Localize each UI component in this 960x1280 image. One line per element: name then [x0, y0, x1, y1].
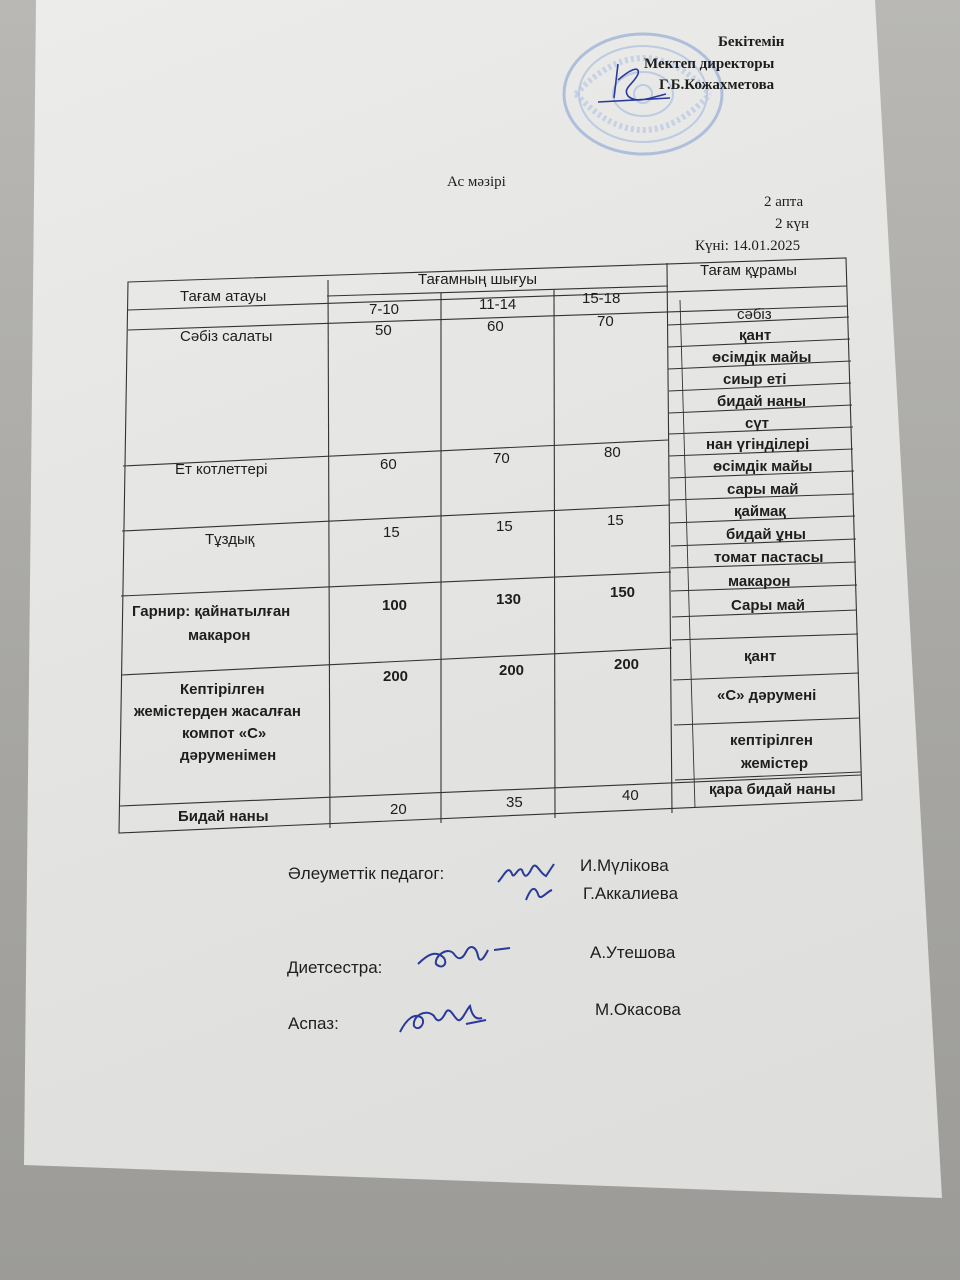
dish-name: Ет котлеттері [175, 461, 268, 478]
ingredient: томат пастасы [714, 549, 824, 566]
dish-yield-11-14: 35 [506, 794, 523, 811]
social-pedagogue-name1: И.Мүлікова [580, 856, 669, 875]
dish-yield-11-14: 60 [487, 318, 504, 335]
dish-name-line2: жемістерден жасалған [134, 703, 301, 720]
dish-yield-15-18: 15 [607, 512, 624, 529]
dish-name-line2: макарон [188, 627, 251, 644]
header-age-15-18: 15-18 [582, 290, 621, 307]
dish-name-line1: Гарнир: қайнатылған [132, 603, 291, 620]
dish-yield-7-10: 200 [383, 668, 409, 685]
dish-yield-7-10: 20 [390, 801, 407, 818]
ingredient: Сары май [731, 597, 805, 614]
dish-yield-15-18: 40 [622, 787, 639, 804]
dish-name-line4: дәруменімен [180, 747, 277, 764]
ingredient: сары май [727, 481, 799, 498]
ingredient: қант [744, 648, 777, 665]
approval-line3: Г.Б.Кожахметова [659, 77, 775, 93]
dish-yield-11-14: 70 [493, 450, 510, 467]
dietitian-name: А.Утешова [590, 943, 676, 962]
ingredient: макарон [728, 573, 791, 590]
cook-name: М.Окасова [595, 1000, 681, 1019]
cook-label: Аспаз: [288, 1014, 339, 1033]
ingredient: бидай ұны [726, 526, 806, 543]
dish-yield-11-14: 130 [496, 591, 522, 608]
cook-signature [396, 990, 492, 1042]
dietitian-label: Диетсестра: [287, 958, 383, 977]
dish-yield-11-14: 15 [496, 518, 513, 535]
ingredient: қара бидай наны [709, 781, 836, 798]
ingredient: бидай наны [717, 393, 807, 410]
ingredient: кептірілген [730, 732, 813, 749]
dish-yield-11-14: 200 [499, 662, 525, 679]
header-dish-name: Тағам атауы [180, 288, 267, 305]
dietitian-signature [414, 930, 514, 976]
dish-name-line3: компот «С» [182, 725, 267, 742]
dish-yield-15-18: 200 [614, 656, 640, 673]
dish-name: Сәбіз салаты [180, 328, 273, 345]
ingredient: жемістер [741, 755, 809, 772]
header-composition: Тағам құрамы [700, 262, 797, 279]
social-pedagogue-name2: Г.Аккалиева [583, 884, 679, 903]
ingredient: сүт [745, 415, 770, 432]
ingredient: қант [739, 327, 772, 344]
approval-line1: Бекітемін [718, 34, 785, 50]
approval-line2: Мектеп директоры [644, 56, 775, 72]
week-label: 2 апта [764, 194, 804, 210]
dish-yield-7-10: 100 [382, 597, 408, 614]
dish-yield-15-18: 80 [604, 444, 621, 461]
ingredient: сәбіз [737, 306, 772, 323]
date-label: Күні: 14.01.2025 [695, 238, 801, 254]
ingredient: қаймақ [734, 503, 786, 520]
dish-yield-7-10: 60 [380, 456, 397, 473]
header-age-7-10: 7-10 [369, 301, 400, 318]
dish-name: Бидай наны [178, 808, 269, 825]
ingredient: өсімдік майы [713, 458, 813, 475]
dish-yield-15-18: 150 [610, 584, 636, 601]
ingredient: нан үгінділері [706, 436, 810, 453]
ingredient: өсімдік майы [712, 349, 812, 366]
dish-yield-7-10: 15 [383, 524, 400, 541]
header-age-11-14: 11-14 [479, 296, 517, 313]
dish-name-line1: Кептірілген [180, 681, 265, 698]
social-pedagogue-label: Әлеуметтік педагог: [288, 864, 445, 883]
dish-name: Тұздық [205, 531, 255, 548]
social-pedagogue-signature [494, 846, 564, 908]
header-yield: Тағамның шығуы [418, 271, 538, 288]
dish-yield-7-10: 50 [375, 322, 392, 339]
ingredient: «С» дәрумені [717, 687, 817, 704]
day-label: 2 күн [775, 216, 810, 232]
ingredient: сиыр еті [723, 371, 787, 388]
dish-yield-15-18: 70 [597, 313, 614, 330]
page-title: Ас мәзірі [447, 174, 506, 190]
